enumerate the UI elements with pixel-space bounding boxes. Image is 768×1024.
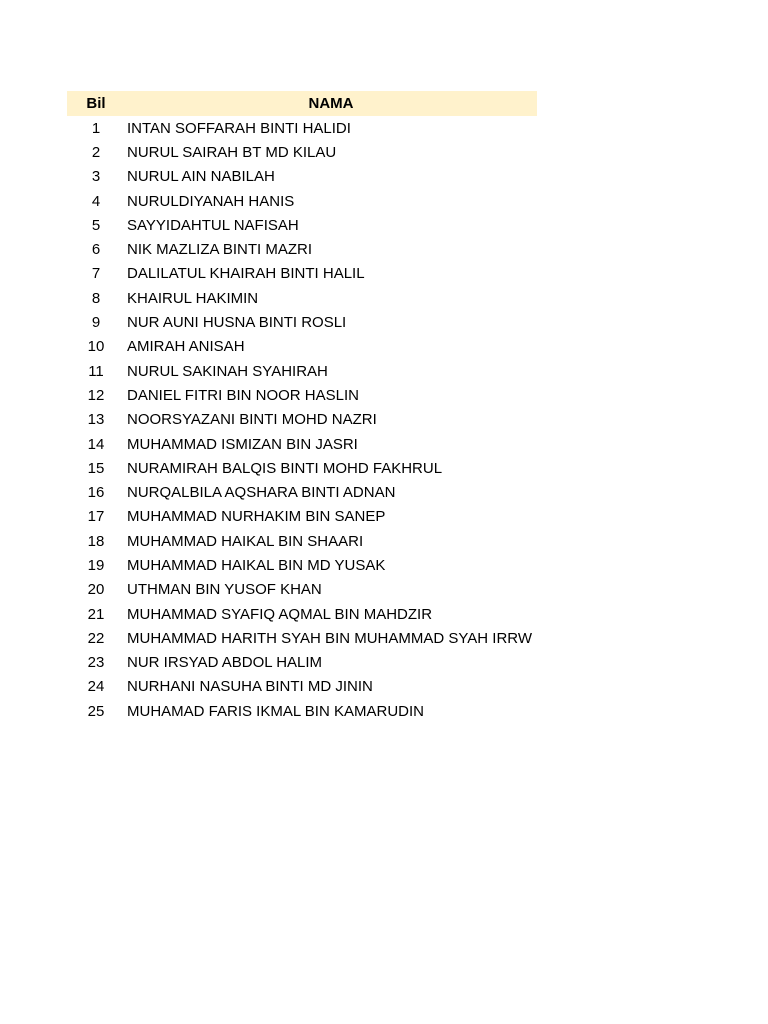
table-row [67, 480, 537, 504]
row-number: 5 [91, 216, 101, 234]
table-header-row [67, 91, 537, 116]
row-number: 15 [87, 459, 105, 477]
row-number: 6 [91, 241, 101, 259]
row-number: 7 [91, 265, 101, 283]
row-name: DANIEL FITRI BIN NOOR HASLIN [127, 386, 359, 404]
row-number: 24 [87, 678, 105, 696]
table-row [67, 553, 537, 577]
row-name: DALILATUL KHAIRAH BINTI HALIL [127, 265, 365, 283]
row-number: 22 [87, 629, 105, 647]
table-row [67, 140, 537, 164]
row-name: NURQALBILA AQSHARA BINTI ADNAN [127, 484, 396, 502]
row-name: MUHAMMAD HAIKAL BIN MD YUSAK [127, 556, 386, 574]
row-number: 9 [91, 314, 101, 332]
row-number: 12 [87, 386, 105, 404]
table-row [67, 189, 537, 213]
row-name: MUHAMAD FARIS IKMAL BIN KAMARUDIN [127, 702, 424, 720]
table-row [67, 310, 537, 334]
table-row [67, 505, 537, 529]
row-number: 23 [87, 654, 105, 672]
table-row [67, 432, 537, 456]
table-row [67, 213, 537, 237]
row-number: 21 [87, 605, 105, 623]
row-name: NURUL SAKINAH SYAHIRAH [127, 362, 328, 380]
row-number: 3 [91, 168, 101, 186]
table-row [67, 286, 537, 310]
row-name: NURHANI NASUHA BINTI MD JININ [127, 678, 373, 696]
row-number: 1 [91, 119, 101, 137]
row-name: NURAMIRAH BALQIS BINTI MOHD FAKHRUL [127, 459, 443, 477]
row-name: NOORSYAZANI BINTI MOHD NAZRI [127, 411, 377, 429]
table-row [67, 529, 537, 553]
row-number: 8 [91, 289, 101, 307]
row-name: MUHAMMAD ISMIZAN BIN JASRI [127, 435, 358, 453]
table-row [67, 578, 537, 602]
row-name: NURULDIYANAH HANIS [127, 192, 295, 210]
table-row [67, 602, 537, 626]
row-name: NUR AUNI HUSNA BINTI ROSLI [127, 314, 347, 332]
row-number: 11 [88, 362, 104, 380]
row-number: 17 [87, 508, 105, 526]
row-name: INTAN SOFFARAH BINTI HALIDI [127, 119, 351, 137]
row-number: 10 [87, 338, 105, 356]
row-number: 4 [91, 192, 101, 210]
row-name: MUHAMMAD NURHAKIM BIN SANEP [127, 508, 386, 526]
table-row [67, 165, 537, 189]
row-number: 16 [87, 484, 105, 502]
row-number: 19 [87, 556, 105, 574]
header-nama: NAMA [308, 95, 354, 112]
row-number: 25 [87, 702, 105, 720]
table-row [67, 116, 537, 140]
table-row [67, 383, 537, 407]
row-name: SAYYIDAHTUL NAFISAH [127, 216, 299, 234]
row-name: NURUL AIN NABILAH [127, 168, 275, 186]
table-row [67, 359, 537, 383]
table-row [67, 699, 537, 723]
table-row [67, 675, 537, 699]
row-number: 2 [91, 143, 101, 161]
row-name: MUHAMMAD SYAFIQ AQMAL BIN MAHDZIR [127, 605, 433, 623]
table-row [67, 237, 537, 261]
table-body [67, 116, 537, 723]
name-list-table [67, 91, 537, 723]
table-row [67, 651, 537, 675]
row-number: 20 [87, 581, 105, 599]
table-row [67, 626, 537, 650]
row-name: MUHAMMAD HAIKAL BIN SHAARI [127, 532, 364, 550]
table-row [67, 456, 537, 480]
row-name: KHAIRUL HAKIMIN [127, 289, 259, 307]
row-name: AMIRAH ANISAH [127, 338, 245, 356]
row-name: NUR IRSYAD ABDOL HALIM [127, 654, 323, 672]
row-number: 13 [87, 411, 105, 429]
row-name: NIK MAZLIZA BINTI MAZRI [127, 241, 313, 259]
row-number: 14 [87, 435, 105, 453]
row-number: 18 [87, 532, 105, 550]
row-name: UTHMAN BIN YUSOF KHAN [127, 581, 322, 599]
row-name: NURUL SAIRAH BT MD KILAU [127, 143, 337, 161]
row-name: MUHAMMAD HARITH SYAH BIN MUHAMMAD SYAH IRRW [127, 629, 533, 647]
table-row [67, 408, 537, 432]
table-row [67, 262, 537, 286]
header-bil: Bil [86, 95, 106, 112]
table-row [67, 335, 537, 359]
